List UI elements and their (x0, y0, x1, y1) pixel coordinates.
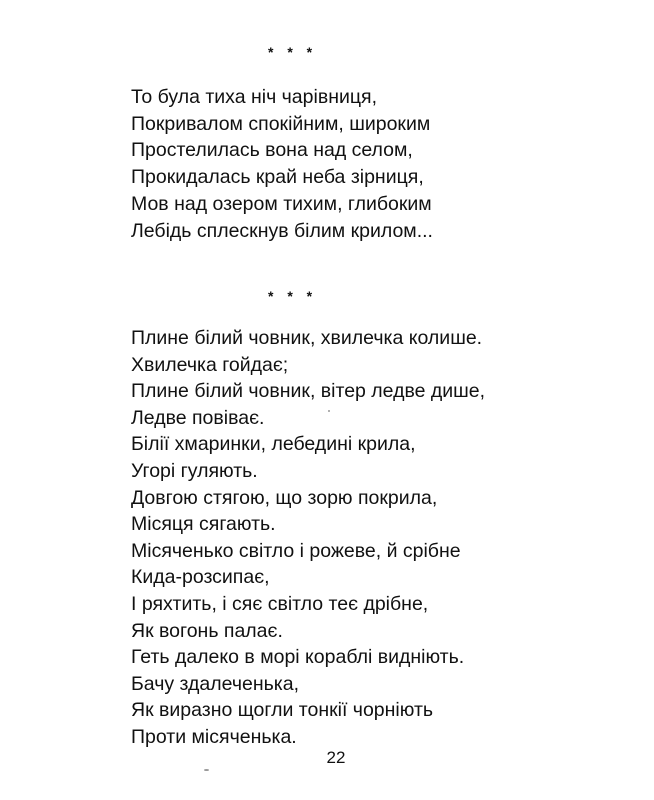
poem-line: І ряхтить, і сяє світло теє дрібне, (131, 592, 429, 615)
poem-line: Хвилечка гойдає; (131, 353, 289, 376)
poem-line: Угорі гуляють. (131, 459, 258, 482)
section-separator: * * * (268, 44, 318, 60)
poem-line: Як виразно щогли тонкії чорніють (131, 699, 434, 722)
page-number: 22 (326, 748, 346, 767)
poem-line: Мов над озером тихим, глибоким (131, 192, 432, 215)
poem-line: Лебідь сплескнув білим крилом... (131, 219, 433, 242)
poem-line: Плине білий човник, вітер ледве дише, (131, 380, 486, 403)
poem-line: Геть далеко в морі кораблі видніють. (131, 646, 465, 669)
poem-line: Плине білий човник, хвилечка колише. (131, 327, 483, 349)
poem-line: Ледве повіває. (131, 406, 265, 429)
poem-line: Кида-розсипає, (131, 566, 270, 589)
poem-line: Проти місяченька. (131, 725, 297, 748)
poem-line: Місяченько світло і рожеве, й срібне (131, 539, 461, 562)
poem-line: То була тиха ніч чарівниця, (131, 86, 377, 108)
scan-speck (204, 769, 209, 771)
poem-line: Довгою стягою, що зорю покрила, (131, 486, 438, 509)
poem-line: Місяця сягають. (131, 513, 276, 536)
poem-line: Покривалом спокійним, широким (131, 112, 431, 135)
scan-speck (328, 410, 330, 412)
poem-line: Білії хмаринки, лебедині крила, (131, 433, 416, 456)
section-separator: * * * (268, 288, 318, 304)
poem-line: Прокидалась край неба зірниця, (131, 166, 424, 189)
poem-line: Як вогонь палає. (131, 619, 283, 642)
poem-stanza (131, 84, 433, 244)
poem-stanza (131, 325, 485, 751)
poem-line: Бачу здалеченька, (131, 672, 300, 695)
poem-line: Простелилась вона над селом, (131, 139, 413, 162)
